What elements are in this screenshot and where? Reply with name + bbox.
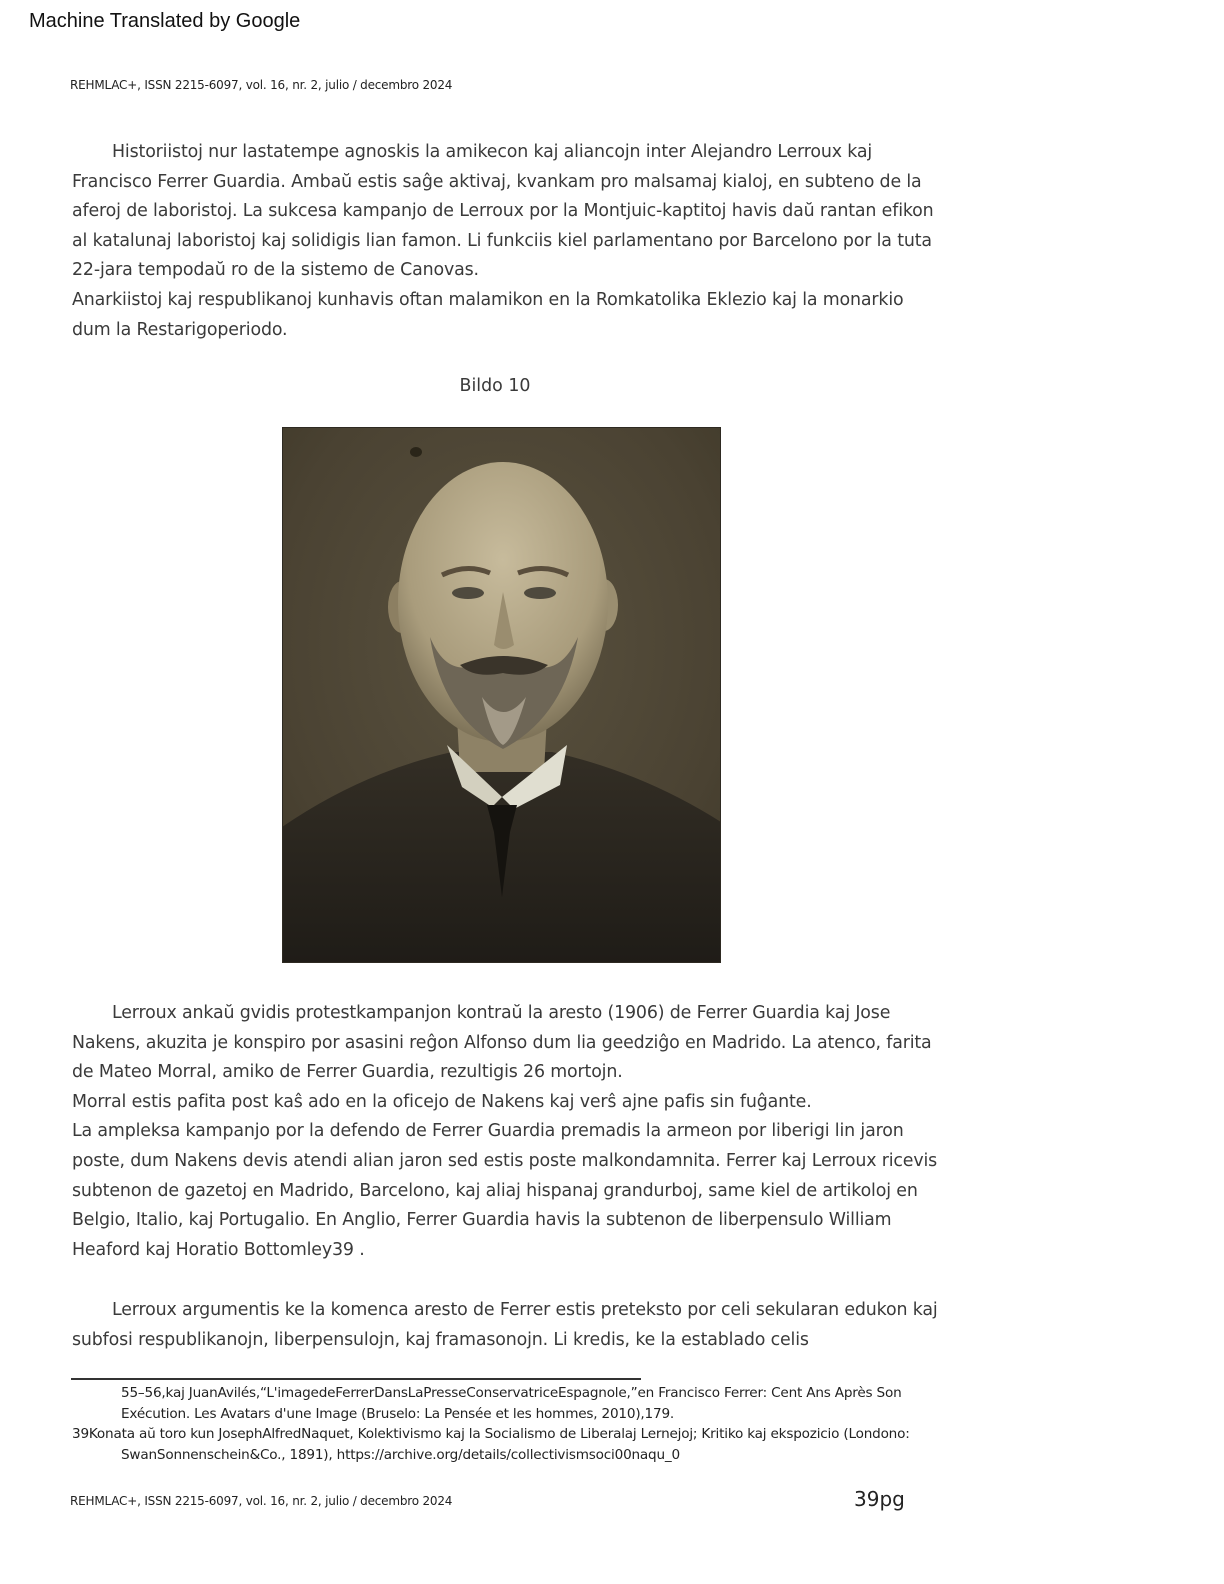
body-section-2 [72, 999, 942, 1265]
body-section-1 [72, 138, 942, 345]
body-section-3 [72, 1296, 942, 1355]
footnote-39: 39Konata aŭ toro kun JosephAlfredNaquet, Kolektivismo kaj la Socialismo de Liberalaj Lernejoj; Kritiko kaj ekspozicio (Londono: SwanSonnenschein&Co., 1891), https://archive.org/details/collectivismsoci00naqu_0 [72, 1426, 910, 1463]
paragraph: Lerroux argumentis ke la komenca aresto de Ferrer estis preteksto por celi sekularan edukon kaj subfosi respublikanojn, liberpensulojn, kaj framasonojn. Li kredis, ke la establado celis [72, 1300, 938, 1350]
paragraph: Anarkiistoj kaj respublikanoj kunhavis oftan malamikon en la Romkatolika Eklezio kaj la monarkio dum la Restarigoperiodo. [72, 289, 904, 340]
paragraph: La ampleksa kampanjo por la defendo de Ferrer Guardia premadis la armeon por liberigi lin jaron poste, dum Nakens devis atendi alian jaron sed estis poste malkondamnita. Ferrer kaj Lerroux ricevis subtenon de gazetoj en Madrido, Barcelono, kaj aliaj hispanaj grandurboj, same kiel de artikoloj en Belgio, Italio, kaj Portugalio. En Anglio, Ferrer Guardia havis la subtenon de liberpensulo William Heaford kaj Horatio Bottomley39 . [72, 1121, 938, 1260]
footnotes [72, 1383, 952, 1465]
paragraph: Historiistoj nur lastatempe agnoskis la amikecon kaj aliancojn inter Alejandro Lerroux kaj Francisco Ferrer Guardia. Ambaŭ estis saĝe aktivaj, kvankam pro malsamaj kialoj, en subteno de la aferoj de laboristoj. La sukcesa kampanjo de Lerroux por la Montjuic-kaptitoj havis daŭ rantan efikon al katalunaj laboristoj kaj solidigis lian famon. Li funkciis kiel parlamentano por Barcelono por la tuta 22-jara tempodaŭ ro de la sistemo de Canovas. [72, 142, 934, 281]
paragraph: Morral estis pafita post kaŝ ado en la oficejo de Nakens kaj verŝ ajne pafis sin fuĝante. [72, 1091, 812, 1112]
machine-translation-banner: Machine Translated by Google [29, 10, 301, 32]
footnote-38-continuation: 55–56,kaj JuanAvilés,“L'imagedeFerrerDansLaPresseConservatriceEspagnole,”en Francisco Ferrer: Cent Ans Après Son Exécution. Les Avatars d'une Image (Bruselo: La Pensée et les hommes, 2010),179. [121, 1385, 902, 1422]
portrait-illustration [282, 427, 721, 963]
paragraph: Lerroux ankaŭ gvidis protestkampanjon kontraŭ la aresto (1906) de Ferrer Guardia kaj Jose Nakens, akuzita je konspiro por asasini reĝon Alfonso dum lia geedziĝo en Madrido. La atenco, farita de Mateo Morral, amiko de Ferrer Guardia, rezultigis 26 mortojn. [72, 1003, 932, 1083]
footnote-separator [71, 1378, 641, 1380]
running-header: REHMLAC+, ISSN 2215-6097, vol. 16, nr. 2, julio / decembro 2024 [70, 78, 453, 92]
running-footer: REHMLAC+, ISSN 2215-6097, vol. 16, nr. 2, julio / decembro 2024 [70, 1494, 453, 1508]
page-number: 39pg [854, 1487, 905, 1511]
figure-caption: Bildo 10 [459, 376, 531, 396]
portrait-photo [282, 427, 721, 963]
